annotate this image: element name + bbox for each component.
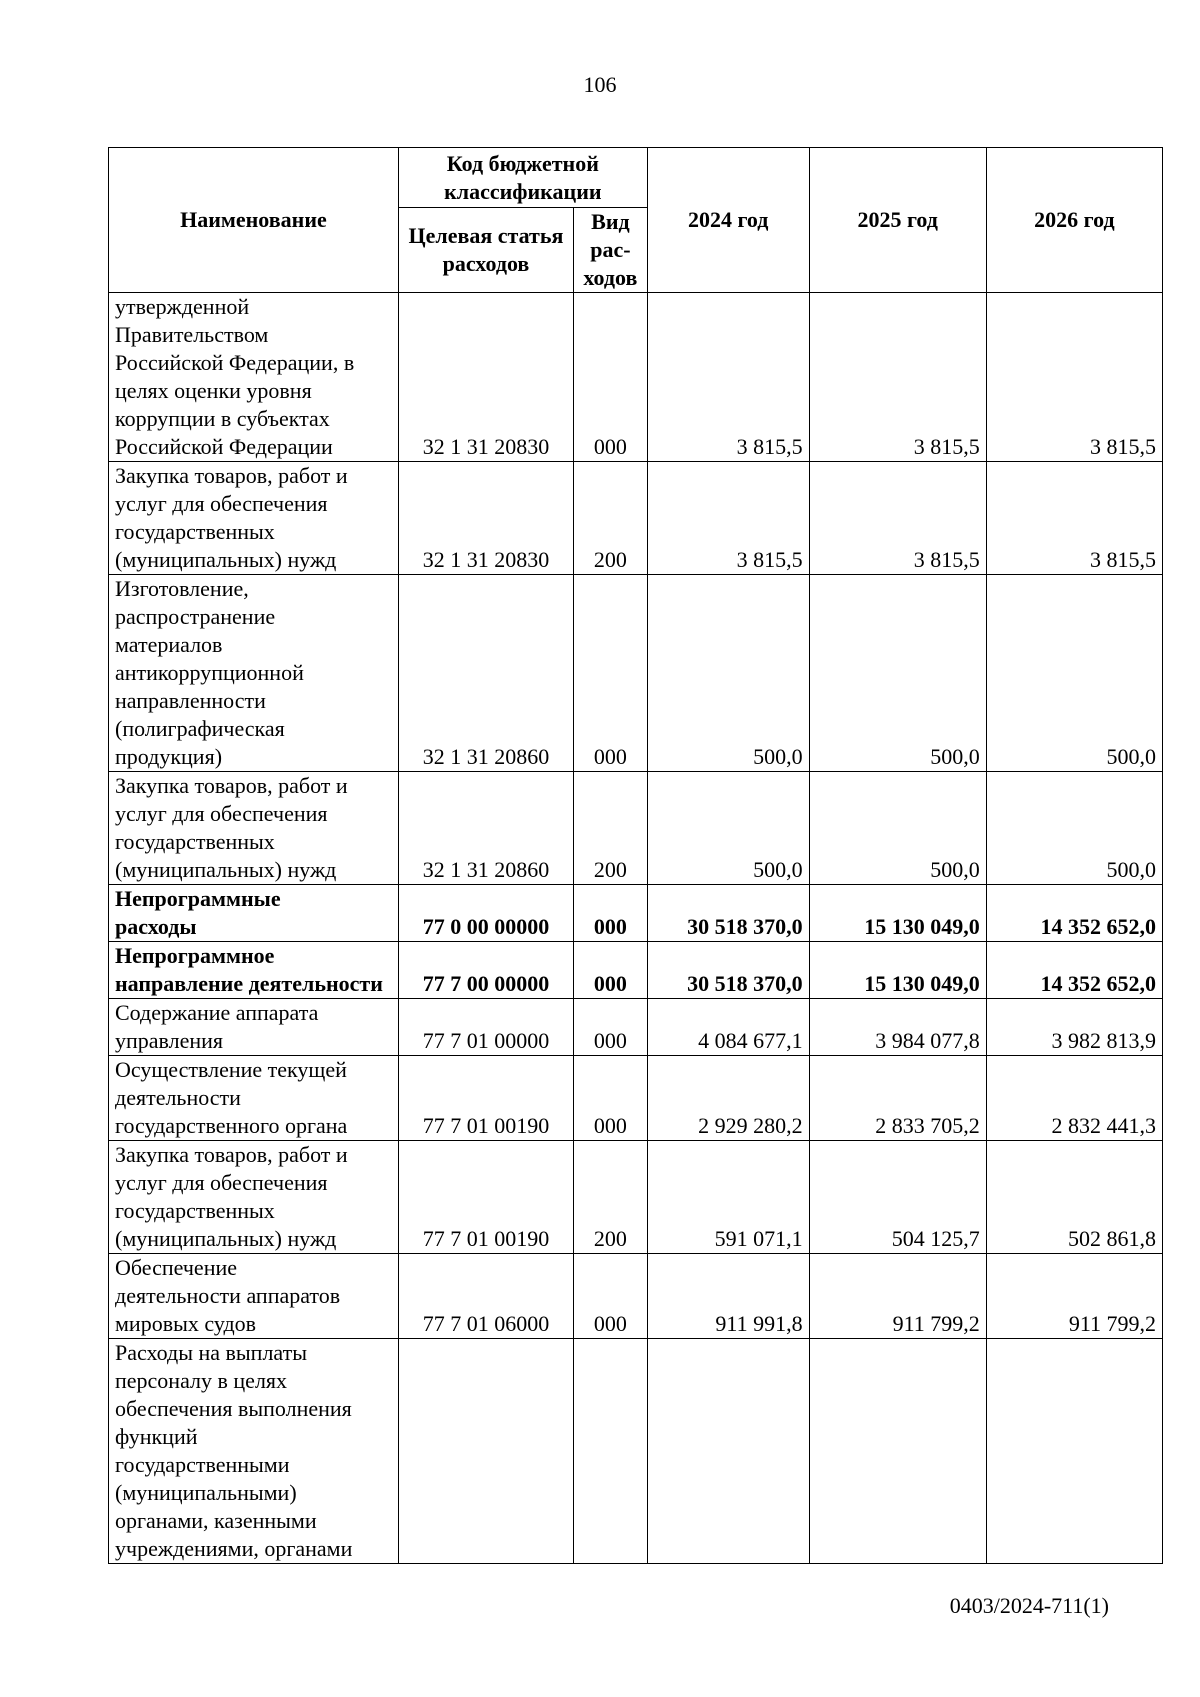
row-amount-2024: 4 084 677,1 xyxy=(647,999,809,1056)
row-amount-2024: 30 518 370,0 xyxy=(647,942,809,999)
row-expense-kind: 000 xyxy=(574,1254,648,1339)
row-expense-kind: 200 xyxy=(574,462,648,575)
row-name xyxy=(109,1254,399,1339)
row-expense-kind: 200 xyxy=(574,772,648,885)
row-expense-kind xyxy=(574,1339,648,1564)
row-name xyxy=(109,942,399,999)
row-amount-2024: 30 518 370,0 xyxy=(647,885,809,942)
row-amount-2025: 15 130 049,0 xyxy=(809,885,986,942)
row-amount-2026: 3 815,5 xyxy=(986,293,1162,462)
budget-table xyxy=(108,147,1163,1564)
header-target-article: Целевая статья расходов xyxy=(398,208,573,293)
row-target-article: 77 7 01 06000 xyxy=(398,1254,573,1339)
row-expense-kind: 200 xyxy=(574,1141,648,1254)
header-year-2026: 2026 год xyxy=(986,148,1162,293)
row-amount-2026: 3 815,5 xyxy=(986,462,1162,575)
row-amount-2025: 504 125,7 xyxy=(809,1141,986,1254)
row-target-article: 77 7 00 00000 xyxy=(398,942,573,999)
table-row xyxy=(109,1339,1163,1564)
row-name-text: Непрограммные расходы xyxy=(115,886,281,939)
header-name: Наименование xyxy=(109,148,399,293)
row-name xyxy=(109,575,399,772)
row-name-text: Закупка товаров, работ и услуг для обеспечения государственных (муниципальных) нужд xyxy=(115,1142,348,1251)
row-amount-2026 xyxy=(986,1339,1162,1564)
header-expense-kind: Вид рас-ходов xyxy=(574,208,648,293)
row-amount-2025: 500,0 xyxy=(809,575,986,772)
row-expense-kind: 000 xyxy=(574,885,648,942)
row-amount-2026: 502 861,8 xyxy=(986,1141,1162,1254)
row-amount-2025: 3 815,5 xyxy=(809,462,986,575)
row-target-article: 77 7 01 00190 xyxy=(398,1141,573,1254)
row-name xyxy=(109,772,399,885)
header-code-group: Код бюджетной классификации xyxy=(398,148,647,208)
row-name xyxy=(109,1339,399,1564)
row-expense-kind: 000 xyxy=(574,942,648,999)
document-code: 0403/2024-711(1) xyxy=(949,1593,1109,1618)
row-name-text: Закупка товаров, работ и услуг для обеспечения государственных (муниципальных) нужд xyxy=(115,463,348,572)
row-name xyxy=(109,462,399,575)
row-amount-2026: 3 982 813,9 xyxy=(986,999,1162,1056)
row-name-text: утвержденной Правительством Российской Федерации, в целях оценки уровня коррупции в субъектах Российской Федерации xyxy=(115,294,355,459)
row-amount-2026: 500,0 xyxy=(986,575,1162,772)
row-name xyxy=(109,885,399,942)
row-target-article: 77 7 01 00190 xyxy=(398,1056,573,1141)
row-name-text: Изготовление, распространение материалов антикоррупционной направленности (полиграфическая продукция) xyxy=(115,576,304,769)
row-target-article: 32 1 31 20860 xyxy=(398,575,573,772)
row-expense-kind: 000 xyxy=(574,575,648,772)
row-target-article: 32 1 31 20860 xyxy=(398,772,573,885)
table-row xyxy=(109,575,1163,772)
row-amount-2025: 3 984 077,8 xyxy=(809,999,986,1056)
table-row xyxy=(109,462,1163,575)
row-name xyxy=(109,1141,399,1254)
table-row xyxy=(109,999,1163,1056)
row-expense-kind: 000 xyxy=(574,293,648,462)
row-amount-2024: 3 815,5 xyxy=(647,462,809,575)
row-amount-2026: 14 352 652,0 xyxy=(986,885,1162,942)
row-name-text: Непрограммное направление деятельности xyxy=(115,943,383,996)
row-amount-2025 xyxy=(809,1339,986,1564)
row-amount-2024: 500,0 xyxy=(647,772,809,885)
row-amount-2025: 2 833 705,2 xyxy=(809,1056,986,1141)
row-amount-2026: 2 832 441,3 xyxy=(986,1056,1162,1141)
row-amount-2026: 911 799,2 xyxy=(986,1254,1162,1339)
page-number: 106 xyxy=(583,72,617,97)
row-amount-2024: 500,0 xyxy=(647,575,809,772)
row-name-text: Закупка товаров, работ и услуг для обеспечения государственных (муниципальных) нужд xyxy=(115,773,348,882)
table-row xyxy=(109,1056,1163,1141)
row-amount-2026: 14 352 652,0 xyxy=(986,942,1162,999)
table-row xyxy=(109,942,1163,999)
row-expense-kind: 000 xyxy=(574,999,648,1056)
row-amount-2025: 15 130 049,0 xyxy=(809,942,986,999)
header-row xyxy=(109,148,1163,208)
table-row xyxy=(109,885,1163,942)
row-amount-2024: 3 815,5 xyxy=(647,293,809,462)
row-target-article: 32 1 31 20830 xyxy=(398,462,573,575)
table-row xyxy=(109,1141,1163,1254)
row-amount-2025: 500,0 xyxy=(809,772,986,885)
row-target-article xyxy=(398,1339,573,1564)
row-target-article: 77 7 01 00000 xyxy=(398,999,573,1056)
row-target-article: 32 1 31 20830 xyxy=(398,293,573,462)
row-amount-2026: 500,0 xyxy=(986,772,1162,885)
row-target-article: 77 0 00 00000 xyxy=(398,885,573,942)
table-body xyxy=(109,293,1163,1564)
row-name-text: Осуществление текущей деятельности государственного органа xyxy=(115,1057,348,1138)
row-amount-2024: 911 991,8 xyxy=(647,1254,809,1339)
header-year-2025: 2025 год xyxy=(809,148,986,293)
row-name xyxy=(109,999,399,1056)
row-expense-kind: 000 xyxy=(574,1056,648,1141)
row-amount-2025: 3 815,5 xyxy=(809,293,986,462)
row-amount-2024: 2 929 280,2 xyxy=(647,1056,809,1141)
row-name-text: Расходы на выплаты персоналу в целях обеспечения выполнения функций государственными (муниципальными) органами, казенными учреждениями, органами xyxy=(115,1340,353,1561)
row-amount-2024 xyxy=(647,1339,809,1564)
header-year-2024: 2024 год xyxy=(647,148,809,293)
row-amount-2025: 911 799,2 xyxy=(809,1254,986,1339)
table-row xyxy=(109,293,1163,462)
row-name xyxy=(109,293,399,462)
row-amount-2024: 591 071,1 xyxy=(647,1141,809,1254)
row-name-text: Содержание аппарата управления xyxy=(115,1000,319,1053)
row-name-text: Обеспечение деятельности аппаратов мировых судов xyxy=(115,1255,341,1336)
row-name xyxy=(109,1056,399,1141)
table-row xyxy=(109,1254,1163,1339)
table-row xyxy=(109,772,1163,885)
